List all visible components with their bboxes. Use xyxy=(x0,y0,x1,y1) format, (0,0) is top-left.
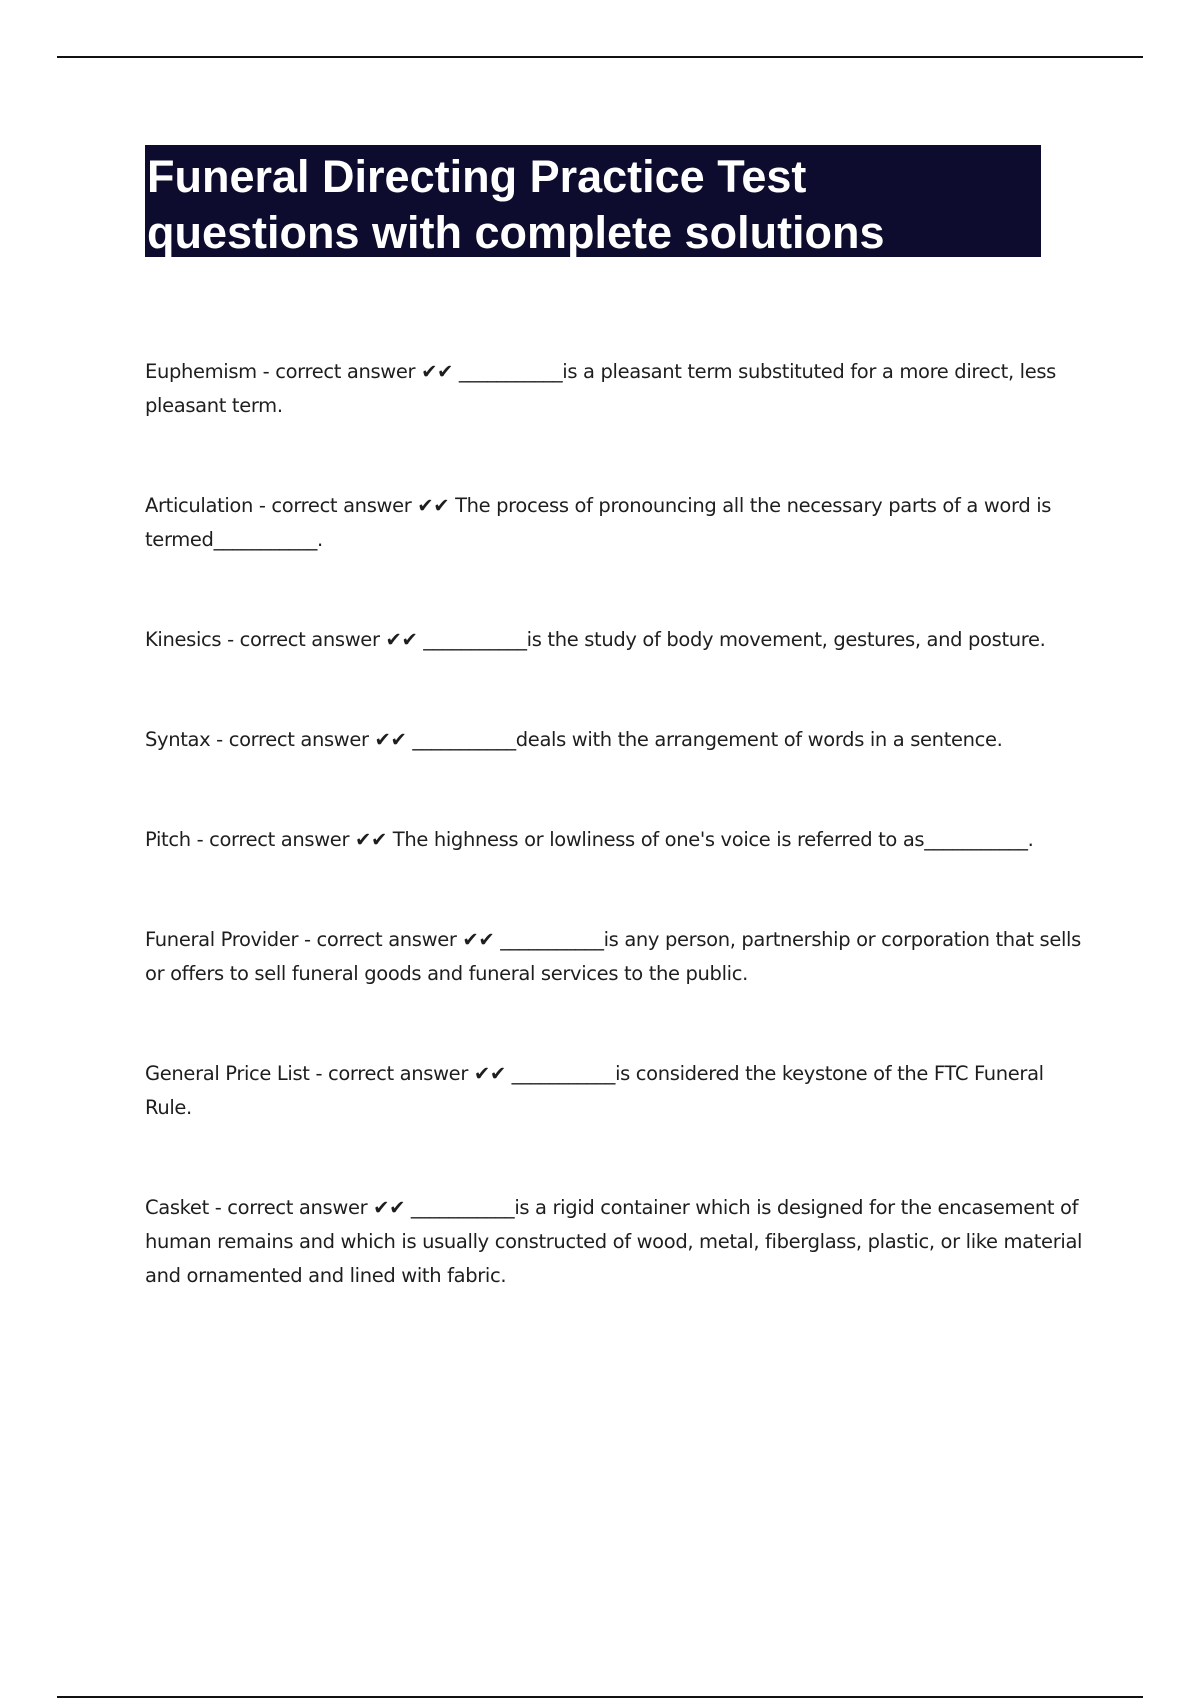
title-line-1: Funeral Directing Practice Test xyxy=(147,151,807,202)
title-line-2: questions with complete solutions xyxy=(147,207,885,258)
qa-item-articulation: Articulation - correct answer ✔✔ The process of pronouncing all the necessary parts of a word is termed___________. xyxy=(145,494,1052,551)
qa-item-general-price-list: General Price List - correct answer ✔✔ ___________is considered the keystone of the FTC Funeral Rule. xyxy=(145,1062,1044,1119)
qa-item-casket: Casket - correct answer ✔✔ ___________is a rigid container which is designed for the encasement of human remains and which is usually constructed of wood, metal, fiberglass, plastic, or like material and ornamented and lined with fabric. xyxy=(145,1196,1083,1287)
bottom-rule xyxy=(57,1696,1143,1698)
qa-item-euphemism: Euphemism - correct answer ✔✔ ___________is a pleasant term substituted for a more direct, less pleasant term. xyxy=(145,360,1056,417)
qa-item-syntax: Syntax - correct answer ✔✔ ___________deals with the arrangement of words in a sentence. xyxy=(145,728,1003,751)
qa-item-kinesics: Kinesics - correct answer ✔✔ ___________is the study of body movement, gestures, and posture. xyxy=(145,628,1046,651)
qa-item-funeral-provider: Funeral Provider - correct answer ✔✔ ___________is any person, partnership or corporation that sells or offers to sell funeral goods and funeral services to the public. xyxy=(145,928,1081,985)
qa-item-pitch: Pitch - correct answer ✔✔ The highness or lowliness of one's voice is referred to as___________. xyxy=(145,828,1034,851)
document-title xyxy=(145,145,1041,257)
top-rule xyxy=(57,56,1143,58)
qa-list xyxy=(145,355,1095,1293)
